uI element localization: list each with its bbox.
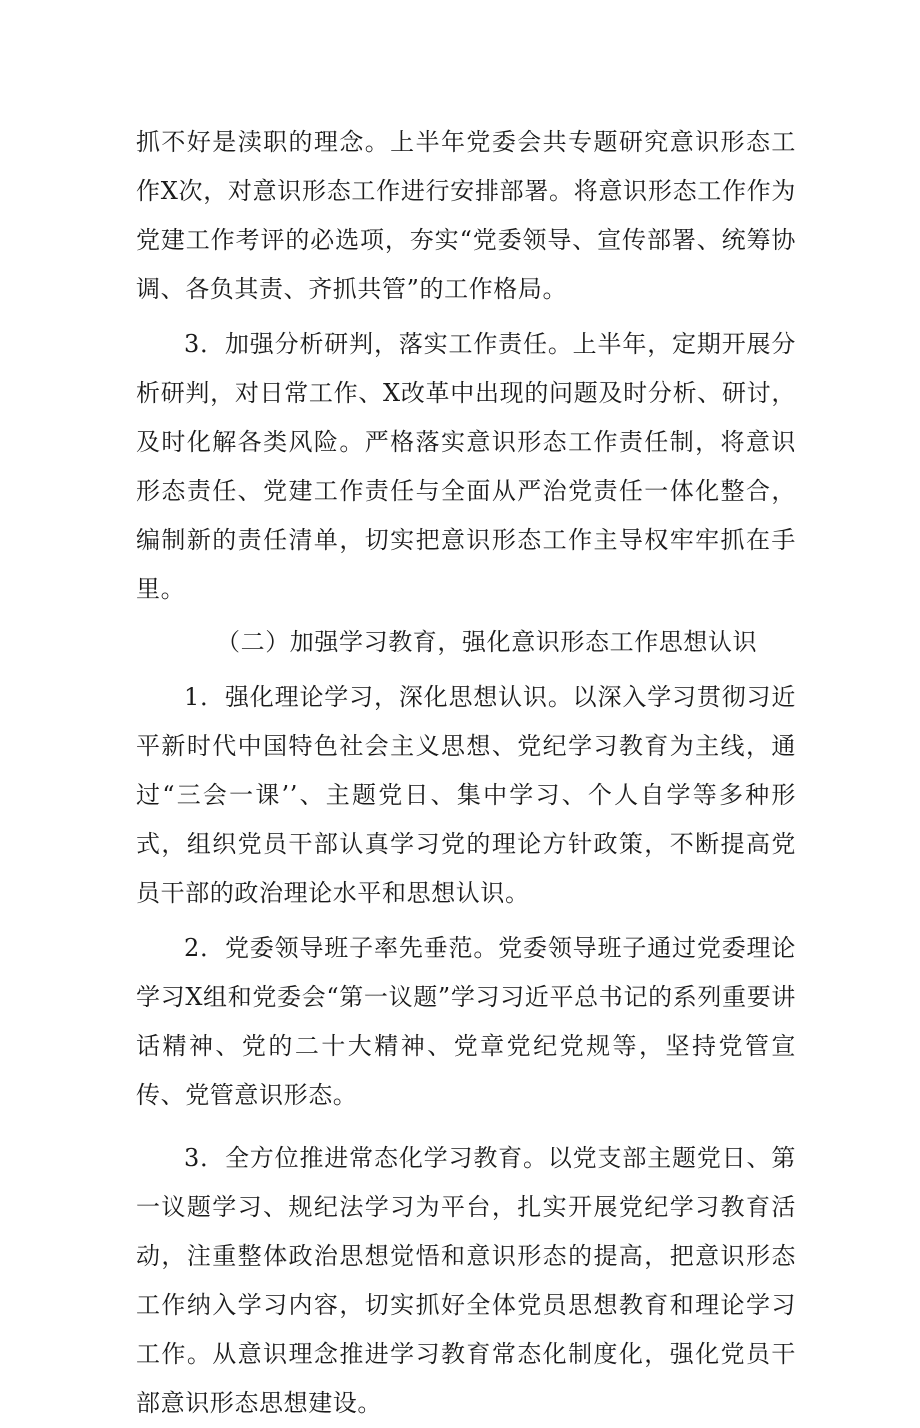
paragraph-item-3-analysis: 3．加强分析研判，落实工作责任。上半年，定期开展分析研判，对日常工作、X改革中出现的问题及时分析、研讨，及时化解各类风险。严格落实意识形态工作责任制，将意识形态责任、党建工作责任与全面从严治党责任一体化整合，编制新的责任清单，切实把意识形态工作主导权牢牢抓在手里。: [136, 330, 796, 603]
document-body: [136, 118, 796, 1428]
paragraph-item-3-education: 3．全方位推进常态化学习教育。以党支部主题党日、第一议题学习、规纪法学习为平台，扎实开展党纪学习教育活动，注重整体政治思想觉悟和意识形态的提高，把意识形态工作纳入学习内容，切实抓好全体党员思想教育和理论学习工作。从意识理念推进学习教育常态化制度化，强化党员干部意识形态思想建设。: [136, 1144, 796, 1417]
paragraph-item-2-leadership: 2．党委领导班子率先垂范。党委领导班子通过党委理论学习X组和党委会“第一议题”学习习近平总书记的系列重要讲话精神、党的二十大精神、党章党纪党规等，坚持党管宣传、党管意识形态。: [136, 934, 796, 1109]
paragraph-continued: 抓不好是渎职的理念。上半年党委会共专题研究意识形态工作X次，对意识形态工作进行安排部署。将意识形态工作作为党建工作考评的必选项，夯实“党委领导、宣传部署、统筹协调、各负其责、齐抓共管”的工作格局。: [136, 128, 796, 303]
section-heading-2: （二）加强学习教育，强化意识形态工作思想认识: [216, 628, 758, 656]
paragraph-item-1-theory: 1．强化理论学习，深化思想认识。以深入学习贯彻习近平新时代中国特色社会主义思想、党纪学习教育为主线，通过“三会一课’’、主题党日、集中学习、个人自学等多种形式，组织党员干部认真学习党的理论方针政策，不断提高党员干部的政治理论水平和思想认识。: [136, 683, 796, 907]
